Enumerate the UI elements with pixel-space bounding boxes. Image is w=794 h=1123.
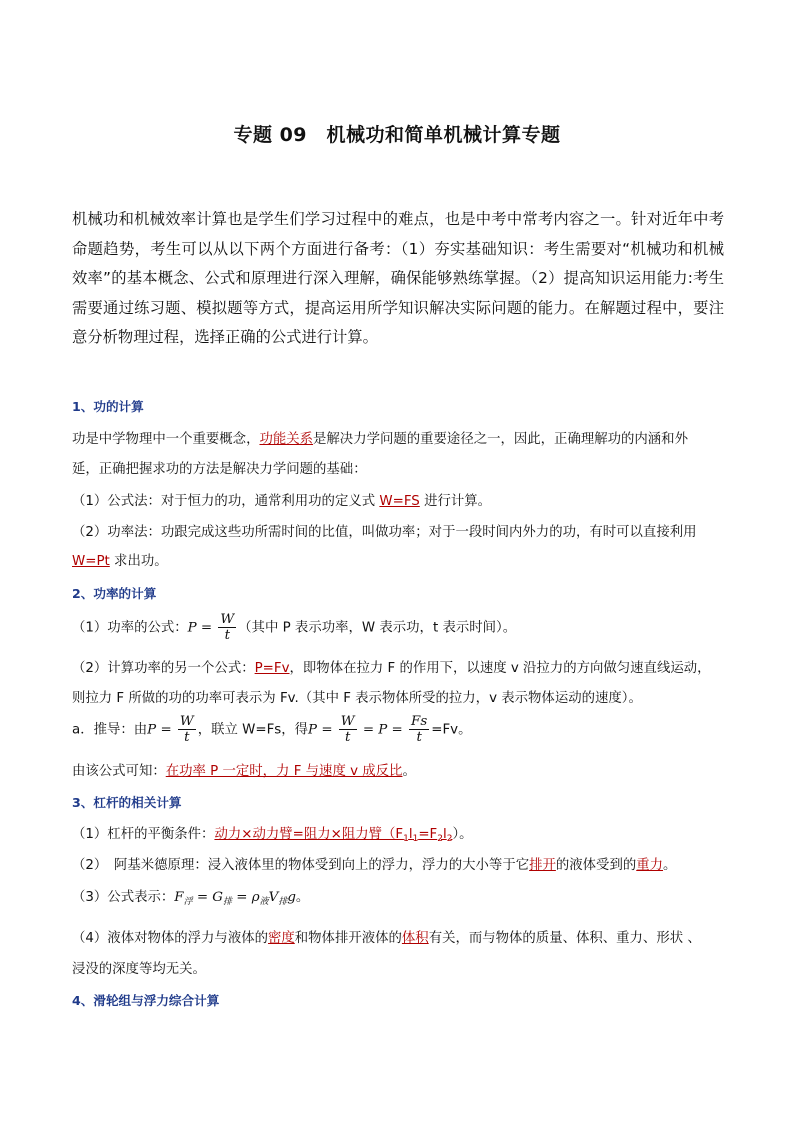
derivation-fraction-2 — [339, 714, 357, 745]
text: ）。 — [452, 827, 473, 842]
denominator: t — [184, 730, 190, 745]
buoyancy-formula: $F_浮 = G_排 = \rho_液V_排g$ — [174, 890, 296, 907]
section-2-conclusion — [72, 760, 416, 779]
text: ，即物体在拉力 F 的作用下，以速度 v 沿拉力的方向做匀速直线运动， — [289, 661, 711, 676]
denominator: t — [416, 730, 422, 745]
text: （2）功率法：功跟完成这些功所需时间的比值，叫做功率；对于一段时间内外力的功，有时可以直接利用 — [72, 525, 697, 540]
section-2-derivation: a．推导：由P = $\frac{W}{t}$ ，联立 W=Fs，得P = $\frac{W}{t}$ = P = $\frac{Fs}{t}$ =Fv。 — [72, 714, 472, 745]
section-1-para-line-1 — [72, 428, 688, 447]
text: 动力×动力臂=阻力×阻力臂（F — [214, 827, 404, 842]
text: （2） 阿基米德原理：浸入液体里的物体受到向上的浮力，浮力的大小等于它 — [72, 858, 530, 873]
numerator: W — [340, 714, 355, 729]
formula-highlight: W=FS — [379, 494, 420, 509]
section-1-item-1 — [72, 490, 491, 509]
formula-highlight: W=Pt — [72, 554, 110, 569]
denominator: t — [224, 628, 230, 643]
section-3-item-2 — [72, 854, 676, 873]
derivation-fraction-3 — [409, 714, 429, 745]
text: （其中 P 表示功率，W 表示功，t 表示时间）。 — [238, 620, 517, 636]
text: =Fv。 — [431, 722, 472, 738]
text: （1）功率的公式： — [72, 620, 188, 636]
page-title: 专题 09 机械功和简单机械计算专题 — [233, 124, 561, 146]
text: 进行计算。 — [419, 494, 492, 509]
section-2-item-2-cont: 则拉力 F 所做的功的功率可表示为 Fv.（其中 F 表示物体所受的拉力，v 表示物体运动的速度）。 — [72, 691, 642, 706]
text: （3）公式表示： — [72, 890, 175, 905]
text: a．推导：由 — [72, 722, 148, 738]
formula-symbol: P — [187, 620, 197, 636]
text: 有关，而与物体的质量、体积、重力、形状 、 — [428, 931, 701, 946]
section-1-item-2-cont — [72, 550, 168, 569]
power-fraction — [218, 612, 236, 643]
highlight-text: 功能关系 — [259, 432, 314, 447]
highlight-text: 体积 — [401, 931, 429, 946]
denominator: t — [344, 730, 351, 745]
section-3-item-3: （3）公式表示：$F_浮 = G_排 = \rho_液V_排g$。 — [72, 890, 310, 907]
section-1-item-2 — [72, 521, 697, 540]
highlight-text: 密度 — [268, 931, 295, 946]
numerator: W — [220, 612, 235, 627]
derivation-fraction-1 — [178, 714, 196, 745]
text: （2）计算功率的另一个公式： — [72, 661, 255, 676]
text: （1）杠杆的平衡条件： — [72, 827, 215, 842]
section-4-heading: 4、滑轮组与浮力综合计算 — [72, 993, 220, 1008]
section-3-heading: 3、杠杆的相关计算 — [72, 795, 182, 810]
section-1-para-line-2: 延，正确把握求功的方法是解决力学问题的基础： — [72, 462, 367, 477]
text: 求出功。 — [109, 554, 168, 569]
text: 的液体受到的 — [555, 858, 637, 873]
lever-formula-highlight: 动力×动力臂=阻力×阻力臂（$F_1l_1=F_2l_2$ — [214, 827, 453, 844]
highlight-text: 重力 — [636, 858, 664, 873]
text: 和物体排开液体的 — [294, 931, 402, 946]
formula-highlight: P=Fv — [254, 661, 290, 676]
text: 功是中学物理中一个重要概念， — [72, 432, 260, 447]
text: （1）公式法：对于恒力的功，通常利用功的定义式 — [72, 494, 380, 509]
text: 。 — [663, 858, 677, 873]
section-3-item-1 — [72, 823, 473, 844]
numerator: W — [179, 714, 194, 729]
section-1-heading: 1、功的计算 — [72, 399, 144, 414]
intro-paragraph: 机械功和机械效率计算也是学生们学习过程中的难点，也是中考中常考内容之一。针对近年中考命题趋势，考生可以从以下两个方面进行备考：（1）夯实基础知识：考生需要对“机械功和机械效率”的基本概念、公式和原理进行深入理解，确保能够熟练掌握。（2）提高知识运用能力:考生需要通过练习题、模拟题等方式，提高运用所学知识解决实际问题的能力。在解题过程中，要注意分析物理过程，选择正确的公式进行计算。 — [72, 210, 724, 346]
section-2-item-1: （1）功率的公式：P = $\frac{W}{t}$ （其中 P 表示功率，W 表示功，t 表示时间）。 — [72, 612, 517, 643]
text: 。 — [402, 764, 416, 779]
text: （4）液体对物体的浮力与液体的 — [72, 931, 268, 946]
highlight-text: 在功率 P 一定时，力 F 与速度 v 成反比 — [165, 764, 403, 779]
text: 由该公式可知： — [72, 764, 166, 779]
section-3-item-4 — [72, 927, 701, 946]
highlight-text: 排开 — [529, 858, 556, 873]
section-2-item-2 — [72, 657, 711, 676]
section-3-item-4-cont: 浸没的深度等均无关。 — [72, 962, 206, 977]
text: 是解决力学问题的重要途径之一，因此，正确理解功的内涵和外 — [313, 432, 688, 447]
numerator: Fs — [411, 714, 428, 729]
text: ，联立 W=Fs，得 — [197, 722, 309, 738]
section-2-heading: 2、功率的计算 — [72, 586, 157, 601]
